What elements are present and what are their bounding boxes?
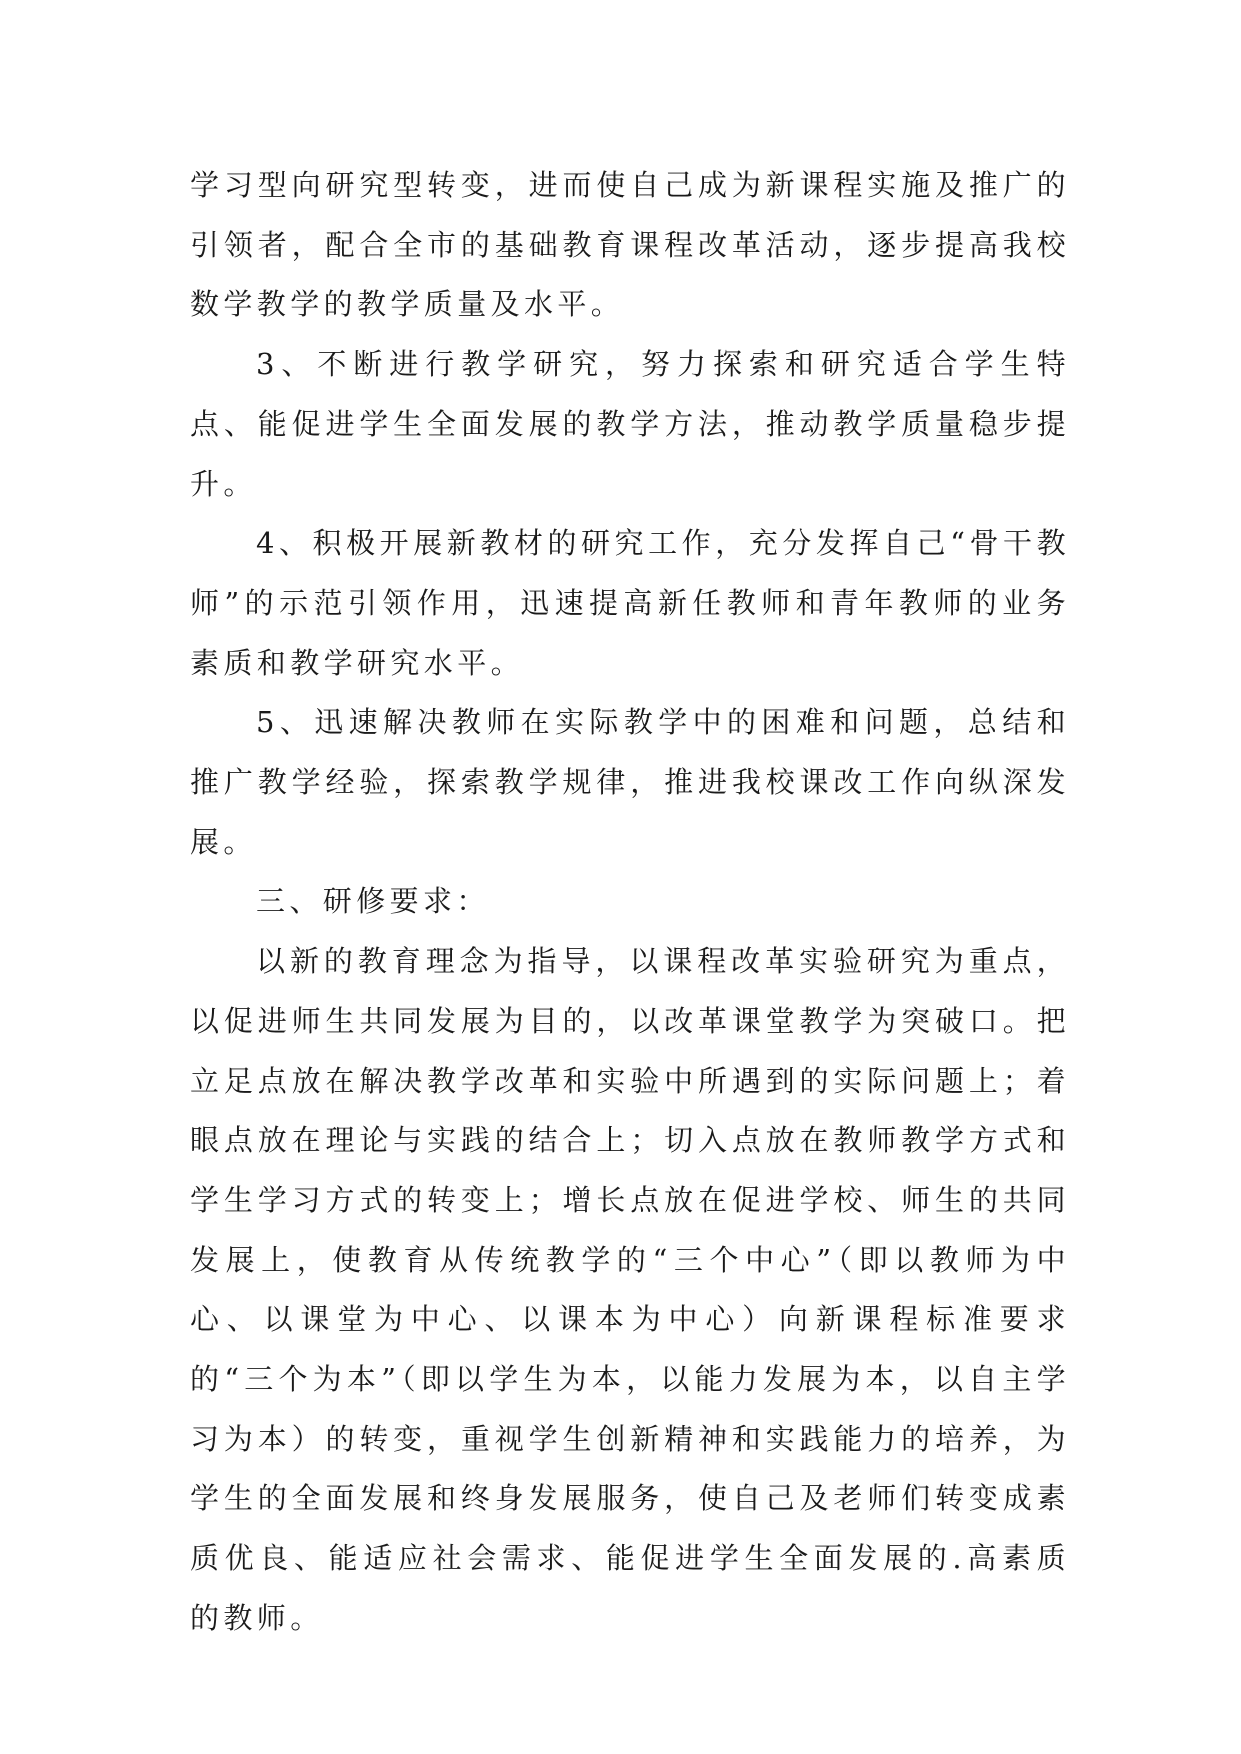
paragraph-continuation: 学习型向研究型转变，进而使自己成为新课程实施及推广的引领者，配合全市的基础教育课程改革活动，逐步提高我校数学教学的教学质量及水平。	[190, 168, 1070, 322]
paragraph-item-5: 5、迅速解决教师在实际教学中的困难和问题，总结和推广教学经验，探索教学规律，推进我校课改工作向纵深发展。	[190, 705, 1070, 859]
paragraph-item-4: 4、积极开展新教材的研究工作，充分发挥自己“骨干教师”的示范引领作用，迅速提高新任教师和青年教师的业务素质和教学研究水平。	[190, 526, 1070, 680]
paragraph-requirements: 以新的教育理念为指导，以课程改革实验研究为重点，以促进师生共同发展为目的，以改革课堂教学为突破口。把立足点放在解决教学改革和实验中所遇到的实际问题上；着眼点放在理论与实践的结合上；切入点放在教师教学方式和学生学习方式的转变上；增长点放在促进学校、师生的共同发展上，使教育从传统教学的“三个中心”（即以教师为中心、以课堂为中心、以课本为中心）向新课程标准要求的“三个为本”（即以学生为本，以能力发展为本，以自主学习为本）的转变，重视学生创新精神和实践能力的培养，为学生的全面发展和终身发展服务，使自己及老师们转变成素质优良、能适应社会需求、能促进学生全面发展的.高素质的教师。	[190, 944, 1070, 1635]
paragraph-item-3: 3、不断进行教学研究，努力探索和研究适合学生特点、能促进学生全面发展的教学方法，推动教学质量稳步提升。	[190, 347, 1070, 501]
document-body	[190, 156, 1070, 1649]
section-heading-requirements: 三、研修要求：	[256, 884, 490, 919]
